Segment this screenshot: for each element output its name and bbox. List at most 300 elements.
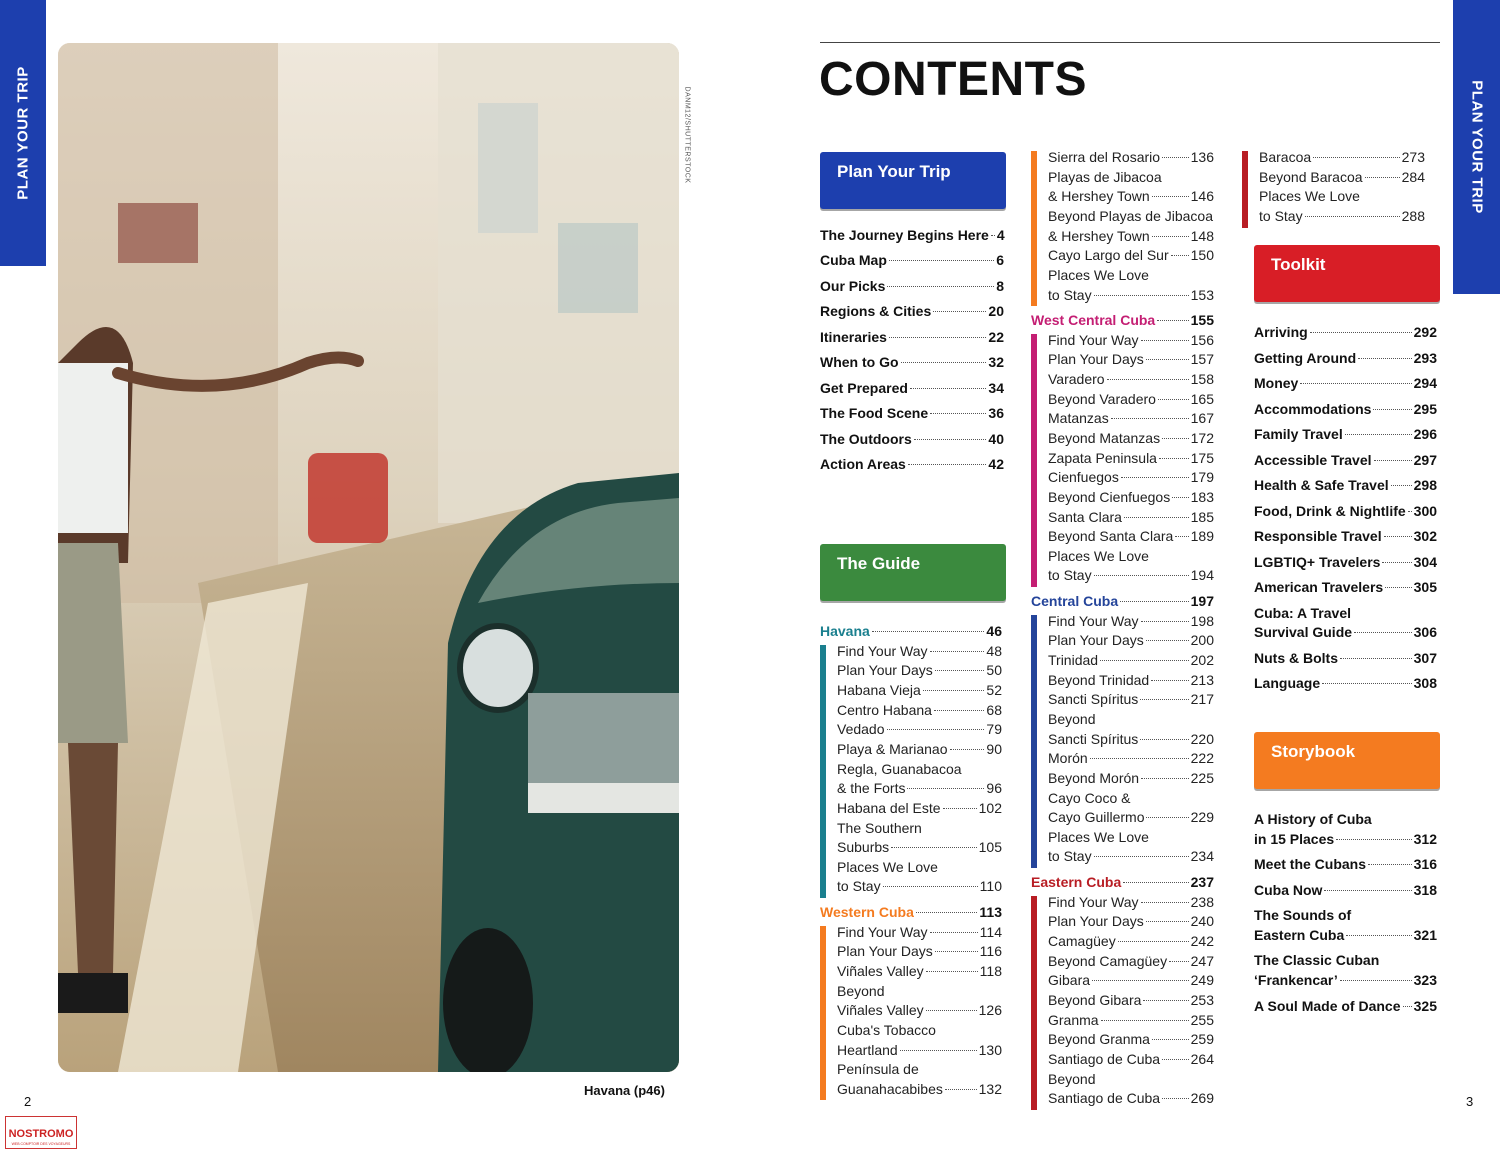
toc-entry	[837, 858, 1002, 877]
toc-entry	[820, 353, 1004, 372]
dot-leader	[1118, 941, 1189, 942]
toc-entry-title: Survival Guide	[1254, 624, 1353, 641]
toc-entry-title: Plan Your Days	[1048, 351, 1144, 368]
dot-leader	[1340, 658, 1412, 659]
dot-leader	[930, 651, 985, 652]
toc-entry-page: 306	[1413, 624, 1437, 641]
toc-entry	[1048, 893, 1214, 912]
toc-entry-page: 157	[1190, 351, 1214, 368]
toc-entry	[1048, 631, 1214, 650]
toc-entry	[1254, 425, 1437, 444]
toc-entry	[1254, 578, 1437, 597]
toc-entry	[1254, 971, 1437, 990]
toc-entry-title: Beyond Granma	[1048, 1031, 1150, 1048]
dot-leader	[934, 710, 984, 711]
toc-entry	[1048, 449, 1214, 468]
toc-entry	[1254, 604, 1437, 623]
toc-entry	[1048, 749, 1214, 768]
toc-entry-page: 126	[978, 1002, 1002, 1019]
toc-entry-page: 269	[1190, 1090, 1214, 1107]
toc-entry	[1254, 400, 1437, 419]
toc-entry	[1254, 502, 1437, 521]
toc-entry-page: 6	[996, 252, 1004, 269]
toc-entry	[1048, 207, 1214, 226]
toc-entry	[837, 1021, 1002, 1040]
dot-leader	[1141, 778, 1189, 779]
toc-entry-page: 293	[1413, 349, 1437, 366]
toc-entry	[1048, 730, 1214, 749]
dot-leader	[889, 337, 986, 338]
dot-leader	[1092, 980, 1189, 981]
dot-leader	[1123, 882, 1188, 883]
dot-leader	[1151, 680, 1188, 681]
dot-leader	[910, 388, 986, 389]
toc-entry-page: 22	[988, 328, 1004, 345]
toc-entry-page: 132	[978, 1080, 1002, 1097]
toc-entry	[1048, 912, 1214, 931]
dot-leader	[1094, 575, 1189, 576]
toc-entry-title: Cuba Now	[1254, 881, 1323, 898]
toc-entry-title: Baracoa	[1259, 149, 1312, 165]
toc-entry	[1048, 1070, 1214, 1089]
toc-entry	[1048, 1011, 1214, 1030]
toc-entry	[837, 942, 1002, 961]
toc-entry	[1254, 830, 1437, 849]
toc-entry-title: Beyond	[1048, 710, 1096, 727]
section-color-bar	[1031, 151, 1037, 306]
dot-leader	[908, 464, 987, 465]
toc-entry-page: 304	[1413, 553, 1437, 570]
toc-entry-page: 116	[979, 943, 1002, 960]
dot-leader	[1340, 980, 1412, 981]
toc-entry-page: 50	[986, 662, 1002, 679]
section-heading	[820, 903, 1002, 922]
toc-entry-title: Places We Love	[1259, 188, 1360, 205]
toc-entry-title: Zapata Peninsula	[1048, 449, 1157, 466]
toc-entry-title: Varadero	[1048, 370, 1105, 387]
dot-leader	[1158, 399, 1189, 400]
toc-entry-page: 90	[986, 740, 1002, 757]
dot-leader	[1120, 601, 1189, 602]
toc-entry-title: Vedado	[837, 721, 885, 738]
toc-entry-title: to Stay	[1048, 286, 1092, 303]
dot-leader	[1146, 359, 1189, 360]
toc-entry-page: 158	[1190, 370, 1214, 387]
contents-heading: CONTENTS	[819, 53, 1087, 106]
toc-entry	[1048, 690, 1214, 709]
toc-entry	[1048, 651, 1214, 670]
toc-entry-page: 48	[986, 642, 1002, 659]
photo-caption: Havana (p46)	[584, 1083, 665, 1098]
toc-entry-title: Eastern Cuba	[1254, 926, 1345, 943]
toc-entry-page: 229	[1190, 809, 1214, 826]
toc-entry-page: 237	[1190, 874, 1214, 890]
toc-entry-title: Granma	[1048, 1011, 1099, 1028]
toc-entry	[1048, 991, 1214, 1010]
toc-entry-title: Beyond Morón	[1048, 769, 1140, 786]
toc-entry-title: Accommodations	[1254, 400, 1372, 417]
toc-entry	[1254, 881, 1437, 900]
toc-entry	[1048, 429, 1214, 448]
toc-entry-title: Action Areas	[820, 456, 906, 473]
dot-leader	[1408, 511, 1412, 512]
toc-entry	[1259, 207, 1425, 226]
toc-entry-title: Eastern Cuba	[1031, 874, 1122, 890]
dot-leader	[1152, 196, 1189, 197]
section-box-toolkit: Toolkit	[1254, 245, 1440, 302]
toc-entry	[1254, 476, 1437, 495]
toc-entry-title: to Stay	[837, 878, 881, 895]
toc-entry	[837, 779, 1002, 798]
dot-leader	[1169, 961, 1189, 962]
toc-entry-page: 118	[979, 962, 1002, 979]
toc-entry-title: Places We Love	[837, 858, 938, 875]
dot-leader	[930, 413, 986, 414]
toc-entry-title: to Stay	[1048, 848, 1092, 865]
toc-entry-page: 96	[986, 780, 1002, 797]
dot-leader	[1146, 640, 1189, 641]
toc-entry-page: 242	[1190, 932, 1214, 949]
toc-entry	[1254, 855, 1437, 874]
dot-leader	[1121, 477, 1189, 478]
toc-entry-title: The Outdoors	[820, 430, 912, 447]
toc-entry	[837, 642, 1002, 661]
toc-entry-title: Beyond	[1048, 1070, 1096, 1087]
toc-entry	[1048, 952, 1214, 971]
toc-entry	[1048, 710, 1214, 729]
dot-leader	[900, 1050, 977, 1051]
toc-entry-title: Gibara	[1048, 972, 1091, 989]
dot-leader	[1101, 1020, 1189, 1021]
toc-entry-page: 46	[986, 623, 1002, 639]
toc-entry-page: 40	[988, 430, 1004, 447]
toc-entry-page: 189	[1190, 528, 1214, 545]
toc-entry-page: 36	[988, 405, 1004, 422]
toc-entry-title: to Stay	[1259, 207, 1303, 224]
dot-leader	[1313, 157, 1399, 158]
dot-leader	[1140, 739, 1188, 740]
toc-entry-page: 240	[1190, 913, 1214, 930]
toc-entry	[837, 838, 1002, 857]
dot-leader	[1336, 839, 1411, 840]
toc-entry-page: 179	[1190, 469, 1214, 486]
section-color-bar	[820, 926, 826, 1101]
toc-entry	[1048, 1089, 1214, 1108]
toc-entry-page: 295	[1413, 400, 1437, 417]
toc-entry-title: Nuts & Bolts	[1254, 649, 1338, 666]
toc-entry-title: Guanahacabibes	[837, 1080, 943, 1097]
toc-entry-page: 8	[996, 277, 1004, 294]
dot-leader	[1162, 1098, 1189, 1099]
toc-entry	[820, 302, 1004, 321]
toc-entry	[1048, 808, 1214, 827]
toc-entry-page: 323	[1413, 972, 1437, 989]
toc-entry	[1048, 350, 1214, 369]
toc-entry-title: Cayo Largo del Sur	[1048, 247, 1169, 264]
toc-entry-page: 255	[1190, 1011, 1214, 1028]
toc-entry-title: Santiago de Cuba	[1048, 1090, 1161, 1107]
dot-leader	[1345, 434, 1412, 435]
toc-entry-page: 156	[1190, 331, 1214, 348]
dot-leader	[926, 1010, 977, 1011]
dot-leader	[907, 788, 984, 789]
toc-entry-title: Plan Your Days	[837, 662, 933, 679]
dot-leader	[930, 932, 978, 933]
side-tab-label: PLAN YOUR TRIP	[1468, 80, 1485, 214]
toc-entry-title: Cuba Map	[820, 252, 887, 269]
toc-entry-page: 102	[978, 799, 1002, 816]
toc-entry-title: American Travelers	[1254, 579, 1384, 595]
toc-entry-page: 146	[1190, 188, 1214, 205]
dot-leader	[1157, 320, 1188, 321]
dot-leader	[1094, 856, 1189, 857]
toc-entry-title: Places We Love	[1048, 266, 1149, 283]
section-heading	[820, 622, 1002, 641]
toc-entry	[837, 982, 1002, 1001]
section-heading	[1031, 873, 1214, 892]
dot-leader	[1322, 683, 1412, 684]
toc-entry	[820, 455, 1004, 474]
toc-entry	[837, 799, 1002, 818]
toc-entry-title: Sierra del Rosario	[1048, 149, 1161, 165]
section-color-bar	[820, 645, 826, 898]
toc-entry	[1048, 331, 1214, 350]
toc-entry	[820, 379, 1004, 398]
toc-entry	[837, 962, 1002, 981]
toc-entry	[1048, 566, 1214, 585]
section-color-bar	[1031, 615, 1037, 868]
toc-entry-title: Santiago de Cuba	[1048, 1050, 1161, 1067]
toc-entry-page: 296	[1413, 426, 1437, 442]
toc-entry-page: 110	[979, 878, 1002, 895]
toc-entry-page: 292	[1413, 324, 1437, 340]
toc-entry-title: Beyond Camagüey	[1048, 952, 1168, 969]
toc-entry-title: Trinidad	[1048, 651, 1099, 668]
toc-entry-title: West Central Cuba	[1031, 312, 1156, 328]
dot-leader	[1358, 358, 1412, 359]
dot-leader	[1124, 517, 1189, 518]
toc-entry	[837, 681, 1002, 700]
toc-entry	[1048, 671, 1214, 690]
dot-leader	[1140, 699, 1188, 700]
toc-entry-page: 183	[1190, 488, 1214, 505]
toc-entry-page: 113	[979, 904, 1002, 920]
dot-leader	[1300, 383, 1411, 384]
toc-entry-page: 307	[1413, 649, 1437, 666]
toc-entry	[1254, 649, 1437, 668]
dot-leader	[1365, 177, 1400, 178]
toc-entry-title: in 15 Places	[1254, 830, 1335, 847]
toc-entry-page: 105	[978, 839, 1002, 856]
toc-entry-title: Money	[1254, 375, 1299, 391]
dot-leader	[1111, 418, 1189, 419]
toc-entry-title: Places We Love	[1048, 547, 1149, 564]
toc-entry	[1254, 374, 1437, 393]
photo-credit: DANM12/SHUTTERSTOCK	[683, 86, 691, 184]
toc-entry-page: 167	[1190, 410, 1214, 427]
toc-entry-page: 308	[1413, 675, 1437, 692]
toc-entry-title: Heartland	[837, 1041, 898, 1058]
toc-entry-page: 130	[978, 1041, 1002, 1058]
toc-entry-title: Plan Your Days	[1048, 913, 1144, 930]
dot-leader	[1146, 817, 1188, 818]
toc-entry	[837, 760, 1002, 779]
toc-entry	[1048, 227, 1214, 246]
toc-entry-title: Morón	[1048, 750, 1088, 767]
toc-entry-title: The Food Scene	[820, 405, 929, 422]
dot-leader	[1100, 660, 1189, 661]
dot-leader	[945, 1089, 977, 1090]
side-tab-label: PLAN YOUR TRIP	[14, 66, 32, 200]
toc-entry	[1254, 810, 1437, 829]
toc-entry	[1048, 527, 1214, 546]
toc-entry	[1254, 951, 1437, 970]
toc-entry-page: 198	[1190, 612, 1214, 629]
toc-entry-title: Beyond Baracoa	[1259, 168, 1363, 185]
toc-entry-page: 172	[1190, 429, 1214, 446]
toc-entry	[1048, 468, 1214, 487]
toc-entry	[1048, 246, 1214, 265]
toc-entry-title: When to Go	[820, 354, 899, 371]
toc-entry-title: Central Cuba	[1031, 593, 1119, 609]
toc-entry-title: Beyond	[837, 982, 885, 999]
toc-entry	[837, 740, 1002, 759]
toc-entry	[837, 1001, 1002, 1020]
page-number-right: 3	[1466, 1094, 1474, 1109]
toc-entry-title: The Classic Cuban	[1254, 952, 1380, 969]
toc-entry	[820, 404, 1004, 423]
dot-leader	[926, 971, 978, 972]
toc-entry	[1048, 370, 1214, 389]
toc-entry	[1254, 674, 1437, 693]
toc-entry-title: Centro Habana	[837, 701, 932, 718]
toc-entry	[1259, 148, 1425, 167]
side-tab-right	[1453, 0, 1500, 294]
toc-entry-page: 225	[1190, 769, 1214, 786]
toc-entry-page: 213	[1190, 671, 1214, 688]
toc-entry-page: 318	[1413, 881, 1437, 898]
toc-entry	[1254, 623, 1437, 642]
toc-entry-page: 52	[986, 681, 1002, 698]
toc-entry-title: Get Prepared	[820, 379, 908, 396]
toc-entry-title: Cienfuegos	[1048, 469, 1119, 486]
toc-entry-page: 202	[1190, 651, 1214, 668]
toc-entry-title: Find Your Way	[837, 642, 928, 659]
dot-leader	[1368, 864, 1412, 865]
toc-entry-title: Playa & Marianao	[837, 740, 948, 757]
dot-leader	[1354, 632, 1412, 633]
dot-leader	[887, 729, 985, 730]
toc-entry	[1254, 349, 1437, 368]
toc-entry-title: Habana del Este	[837, 799, 941, 816]
havana-street-photo	[58, 43, 679, 1072]
section-heading	[1031, 592, 1214, 611]
toc-entry-title: Family Travel	[1254, 426, 1343, 442]
toc-entry-title: Camagüey	[1048, 932, 1116, 949]
toc-entry-page: 300	[1413, 502, 1438, 519]
dot-leader	[1305, 216, 1400, 217]
toc-entry	[1254, 451, 1437, 470]
dot-leader	[1141, 902, 1189, 903]
toc-entry-title: Meet the Cubans	[1254, 856, 1367, 873]
toc-entry	[820, 277, 1004, 296]
toc-entry-page: 68	[986, 701, 1002, 718]
dot-leader	[916, 912, 978, 913]
toc-entry-title: Beyond Matanzas	[1048, 429, 1161, 446]
side-tab-left	[0, 0, 46, 266]
toc-entry-page: 321	[1413, 926, 1437, 943]
toc-entry-title: Cuba: A Travel	[1254, 604, 1351, 621]
toc-entry-page: 297	[1413, 451, 1437, 468]
toc-entry-title: Viñales Valley	[837, 1002, 924, 1019]
toc-entry-title: Santa Clara	[1048, 508, 1122, 525]
dot-leader	[883, 886, 978, 887]
toc-entry	[820, 430, 1004, 449]
toc-entry-title: Viñales Valley	[837, 962, 924, 979]
toc-entry-title: Plan Your Days	[837, 943, 933, 960]
toc-entry-title: Sancti Spíritus	[1048, 730, 1139, 747]
toc-entry-title: Getting Around	[1254, 349, 1357, 366]
toc-entry	[1259, 168, 1425, 187]
toc-entry	[837, 877, 1002, 896]
dot-leader	[1374, 460, 1412, 461]
toc-entry	[837, 661, 1002, 680]
toc-entry-page: 294	[1413, 375, 1437, 391]
toc-entry-page: 284	[1401, 168, 1425, 185]
section-box-plan: Plan Your Trip	[820, 152, 1006, 209]
toc-entry-title: Find Your Way	[1048, 612, 1139, 629]
toc-entry-page: 200	[1190, 632, 1214, 649]
section-color-bar	[1242, 151, 1248, 228]
toc-entry	[1048, 789, 1214, 808]
toc-entry	[1254, 527, 1437, 546]
toc-entry-page: 148	[1190, 227, 1214, 244]
toc-entry	[1048, 148, 1214, 167]
toc-entry	[820, 251, 1004, 270]
toc-entry-title: Cuba's Tobacco	[837, 1021, 936, 1038]
toc-entry-page: 197	[1190, 593, 1214, 609]
toc-entry-page: 259	[1190, 1031, 1214, 1048]
toc-entry-page: 4	[996, 227, 1005, 243]
section-color-bar	[1031, 896, 1037, 1110]
toc-entry	[837, 1080, 1002, 1099]
toc-entry-page: 312	[1413, 830, 1437, 847]
toc-entry-title: A Soul Made of Dance	[1254, 997, 1401, 1014]
toc-entry-title: Regions & Cities	[820, 303, 932, 320]
dot-leader	[1171, 255, 1189, 256]
toc-entry	[820, 328, 1004, 347]
dot-leader	[1384, 536, 1412, 537]
toc-entry	[837, 1060, 1002, 1079]
toc-entry-page: 34	[988, 379, 1004, 396]
dot-leader	[991, 235, 995, 236]
toc-entry	[820, 226, 1004, 245]
dot-leader	[1175, 536, 1188, 537]
toc-entry-title: The Journey Begins Here	[820, 227, 989, 243]
toc-entry-title: & Hershey Town	[1048, 188, 1150, 205]
toc-entry-title: Western Cuba	[820, 904, 914, 920]
dot-leader	[1172, 497, 1188, 498]
dot-leader	[891, 847, 976, 848]
toc-entry-page: 234	[1190, 848, 1214, 865]
toc-entry-title: Península de	[837, 1061, 919, 1078]
toc-entry-page: 150	[1190, 247, 1214, 264]
toc-entry-page: 247	[1190, 952, 1214, 969]
toc-entry	[1048, 286, 1214, 305]
toc-entry-page: 217	[1190, 691, 1214, 708]
toc-entry-page: 153	[1190, 286, 1214, 303]
toc-entry-page: 302	[1413, 528, 1437, 544]
